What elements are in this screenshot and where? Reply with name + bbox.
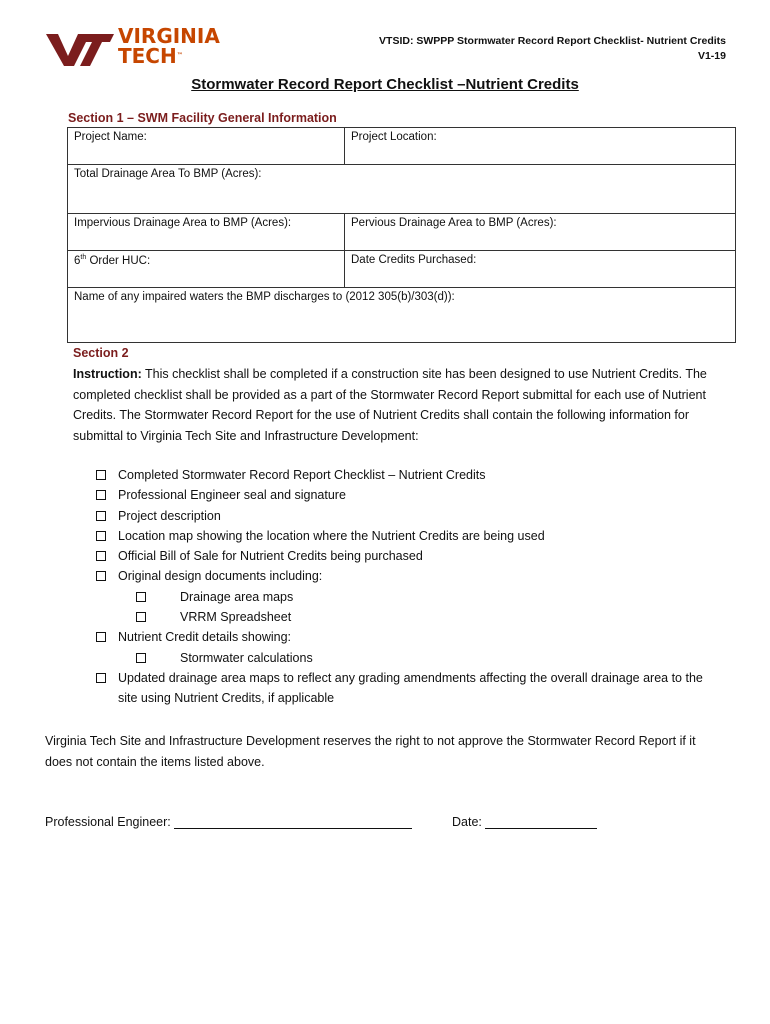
instruction-label: Instruction:: [73, 367, 142, 381]
section-2-heading: Section 2: [73, 346, 129, 360]
engineer-signature-line[interactable]: [174, 814, 412, 829]
checkbox[interactable]: [136, 592, 146, 602]
logo-line-1: VIRGINIA: [118, 24, 220, 48]
checkbox[interactable]: [136, 653, 146, 663]
checkbox[interactable]: [96, 632, 106, 642]
checkbox[interactable]: [96, 551, 106, 561]
date-credits-field[interactable]: Date Credits Purchased:: [345, 251, 736, 288]
project-location-field[interactable]: Project Location:: [345, 128, 736, 165]
date-label: Date:: [452, 815, 482, 829]
total-drainage-field[interactable]: Total Drainage Area To BMP (Acres):: [68, 165, 736, 214]
checkbox[interactable]: [96, 531, 106, 541]
logo-line-2: TECH: [118, 44, 177, 68]
header-version: V1-19: [697, 50, 726, 62]
checklist-item: Professional Engineer seal and signature: [96, 485, 716, 505]
date-signature: [452, 814, 597, 829]
closing-statement: Virginia Tech Site and Infrastructure Development reserves the right to not approve the Stormwater Record Report if it does not contain the items listed above.: [45, 734, 696, 769]
checklist-item: Original design documents including:: [96, 566, 716, 586]
document-header: [379, 34, 726, 64]
checkbox[interactable]: [96, 490, 106, 500]
logo-wordmark: [118, 26, 220, 66]
checklist-subitem: VRRM Spreadsheet: [96, 607, 716, 627]
checkbox[interactable]: [136, 612, 146, 622]
engineer-label: Professional Engineer:: [45, 815, 171, 829]
impaired-waters-field[interactable]: Name of any impaired waters the BMP discharges to (2012 305(b)/303(d)):: [68, 288, 736, 343]
checkbox[interactable]: [96, 673, 106, 683]
pervious-area-field[interactable]: Pervious Drainage Area to BMP (Acres):: [345, 214, 736, 251]
checkbox[interactable]: [96, 470, 106, 480]
project-name-field[interactable]: Project Name:: [68, 128, 345, 165]
checkbox[interactable]: [96, 511, 106, 521]
checklist-item: Official Bill of Sale for Nutrient Credits being purchased: [96, 546, 716, 566]
checklist-item: Location map showing the location where the Nutrient Credits are being used: [96, 526, 716, 546]
checkbox[interactable]: [96, 571, 106, 581]
huc-field[interactable]: [68, 251, 345, 288]
instruction-paragraph: [73, 364, 713, 446]
header-line-1: VTSID: SWPPP Stormwater Record Report Checklist- Nutrient Credits: [379, 35, 726, 47]
facility-info-table: [67, 127, 736, 343]
checklist-item: Project description: [96, 506, 716, 526]
impervious-area-field[interactable]: Impervious Drainage Area to BMP (Acres):: [68, 214, 345, 251]
checklist-subitem: Stormwater calculations: [96, 648, 716, 668]
submittal-checklist: [96, 465, 716, 709]
instruction-text: This checklist shall be completed if a construction site has been designed to use Nutrient Credits. The completed checklist shall be provided as a part of the Stormwater Record Report submittal for each use of Nutrient Credits. The Stormwater Record Report for the use of Nutrient Credits shall contain the following information for submittal to Virginia Tech Site and Infrastructure Development:: [73, 367, 707, 443]
huc-number: 6: [74, 254, 81, 267]
section-1-heading: Section 1 – SWM Facility General Information: [68, 111, 337, 125]
checklist-item: Nutrient Credit details showing:: [96, 627, 716, 647]
huc-suffix: th: [80, 254, 87, 261]
date-line[interactable]: [485, 814, 597, 829]
checklist-item: Updated drainage area maps to reflect any grading amendments affecting the overall drainage area to the site using Nutrient Credits, if applicable: [96, 668, 716, 709]
engineer-signature: [45, 814, 412, 829]
checklist-item: Completed Stormwater Record Report Checklist – Nutrient Credits: [96, 465, 716, 485]
page-title: Stormwater Record Report Checklist –Nutrient Credits: [191, 76, 579, 93]
checklist-subitem: Drainage area maps: [96, 587, 716, 607]
huc-label: Order HUC:: [86, 254, 151, 267]
logo-tm: ™: [176, 52, 183, 59]
